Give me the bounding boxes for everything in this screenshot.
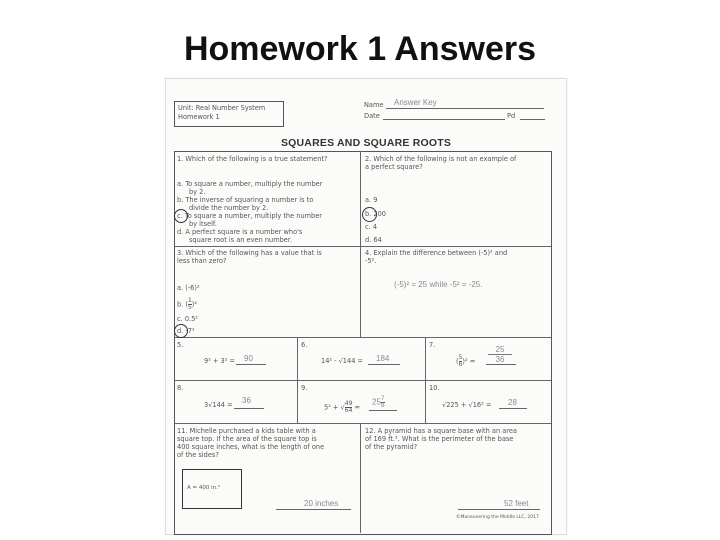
q1-option-d: d. A perfect square is a number who's (177, 228, 303, 236)
grid-rule-4 (174, 423, 551, 424)
grid-rule-3 (174, 380, 551, 381)
grid-col-a (360, 151, 361, 337)
grid-col-d (425, 337, 426, 423)
q1-option-b-cont: divide the number by 2. (189, 204, 269, 212)
q9-answer-whole: 25 (372, 397, 381, 407)
q9-number: 9. (301, 384, 308, 392)
q3-option-b-denominator: 5 (187, 304, 192, 311)
unit-line: Unit: Real Number System (178, 104, 266, 112)
grid-col-b (360, 423, 361, 533)
q11-area-label: A = 400 in.² (187, 485, 221, 491)
grid-rule-2 (174, 337, 551, 338)
q7-number: 7. (429, 341, 436, 349)
name-line (386, 108, 544, 109)
q3-option-a: a. (-6)² (177, 284, 200, 292)
q9-expression-prefix: 5² + √ (324, 403, 345, 412)
q8-answer: 36 (242, 396, 251, 405)
name-value: Answer Key (394, 98, 437, 107)
q6-answer-line (368, 364, 400, 365)
q8-expression: 3√144 = (204, 401, 233, 409)
q6-expression: 14² - √144 = (321, 357, 364, 365)
q6-answer: 184 (376, 354, 390, 363)
name-label: Name (364, 101, 384, 109)
grid-col-c (297, 337, 298, 423)
q9-expression-denominator: 64 (344, 407, 353, 414)
q5-number: 5. (177, 341, 184, 349)
worksheet-page (165, 78, 567, 535)
q1-answer-circle (174, 209, 188, 223)
q5-answer: 90 (244, 354, 253, 363)
q2-prompt-cont: a perfect square? (365, 163, 423, 171)
q3-prompt-cont: less than zero? (177, 257, 227, 265)
worksheet-title: SQUARES AND SQUARE ROOTS (280, 137, 452, 149)
q5-answer-line (236, 364, 266, 365)
q12-prompt-l2: of 169 ft.². What is the perimeter of the base (365, 435, 514, 443)
q2-prompt: 2. Which of the following is not an example of (365, 155, 517, 163)
q1-option-a-cont: by 2. (189, 188, 206, 196)
q7-answer-line (486, 364, 516, 365)
q9-expression-equals: = (354, 403, 361, 412)
q1-prompt: 1. Which of the following is a true statement? (177, 155, 328, 163)
q1-option-a: a. To square a number, multiply the number (177, 180, 323, 188)
q1-option-d-cont: square root is an even number. (189, 236, 293, 244)
q12-answer-line (458, 509, 540, 510)
q2-option-c: c. 4 (365, 223, 378, 231)
pd-label: Pd (507, 112, 516, 120)
q1-option-c-cont: by itself. (189, 220, 217, 228)
q7-expression-close: )² = (462, 357, 476, 366)
q4-prompt-cont: -5². (365, 257, 377, 265)
q2-option-b: b. 200 (365, 210, 386, 218)
q12-answer: 52 feet (504, 499, 529, 508)
slide-title: Homework 1 Answers (183, 30, 537, 68)
q7-expression-open: ( (456, 357, 459, 366)
q7-answer-numerator: 25 (495, 345, 505, 354)
q10-expression: √225 + √16² = (442, 401, 492, 409)
q7-expression (456, 355, 475, 368)
homework-line: Homework 1 (178, 113, 220, 121)
q3-option-b-open: b. ( (177, 300, 188, 309)
q11-answer: 20 inches (304, 499, 339, 508)
date-label: Date (364, 112, 380, 120)
q1-option-b: b. The inverse of squaring a number is to (177, 196, 314, 204)
q10-answer-line (499, 408, 527, 409)
q3-option-b-numerator: 1 (187, 297, 192, 304)
q7-answer (488, 345, 512, 364)
q11-prompt-l3: 400 square inches, what is the length of one (177, 443, 325, 451)
q7-answer-denominator: 36 (488, 354, 512, 364)
q2-option-a: a. 9 (365, 196, 378, 204)
q9-expression-fraction (345, 401, 353, 414)
q3-option-d: d. -7² (177, 327, 195, 335)
q1-option-c: c. To square a number, multiply the number (177, 212, 322, 220)
q11-prompt-l4: of the sides? (177, 451, 219, 459)
q9-expression-numerator: 49 (344, 400, 353, 407)
copyright-note: ©Maneuvering the Middle LLC, 2017 (456, 515, 539, 520)
q11-prompt-l2: square top. If the area of the square top is (177, 435, 317, 443)
q9-answer (372, 396, 385, 409)
q7-expression-denominator: 6 (458, 361, 463, 368)
q9-answer-fraction (381, 396, 385, 409)
q5-expression: 9² + 3² = (204, 357, 236, 365)
q9-answer-denominator: 8 (380, 402, 385, 409)
q12-prompt-l3: of the pyramid? (365, 443, 418, 451)
q7-expression-numerator: 5 (458, 354, 463, 361)
date-line (383, 119, 505, 120)
q3-option-c: c. 0.5² (177, 315, 198, 323)
q11-answer-line (276, 509, 351, 510)
q12-prompt: 12. A pyramid has a square base with an area (365, 427, 517, 435)
q11-prompt: 11. Michelle purchased a kids table with a (177, 427, 316, 435)
q8-number: 8. (177, 384, 184, 392)
q8-answer-line (234, 408, 264, 409)
q3-option-b (177, 298, 197, 311)
q2-answer-circle (362, 207, 377, 222)
q4-answer: (-5)² = 25 while -5² = -25. (394, 280, 483, 289)
q10-answer: 28 (508, 398, 517, 407)
q9-answer-line (369, 410, 397, 411)
q9-answer-numerator: 7 (380, 395, 385, 402)
q10-number: 10. (429, 384, 440, 392)
q3-option-b-close: )² (191, 300, 197, 309)
q2-option-d: d. 64 (365, 236, 382, 244)
grid-rule-1 (174, 246, 551, 247)
q3-prompt: 3. Which of the following has a value that is (177, 249, 322, 257)
q4-prompt: 4. Explain the difference between (-5)² and (365, 249, 508, 257)
q9-expression (324, 401, 360, 414)
q3-answer-circle (174, 324, 188, 338)
q6-number: 6. (301, 341, 308, 349)
pd-line (520, 119, 545, 120)
